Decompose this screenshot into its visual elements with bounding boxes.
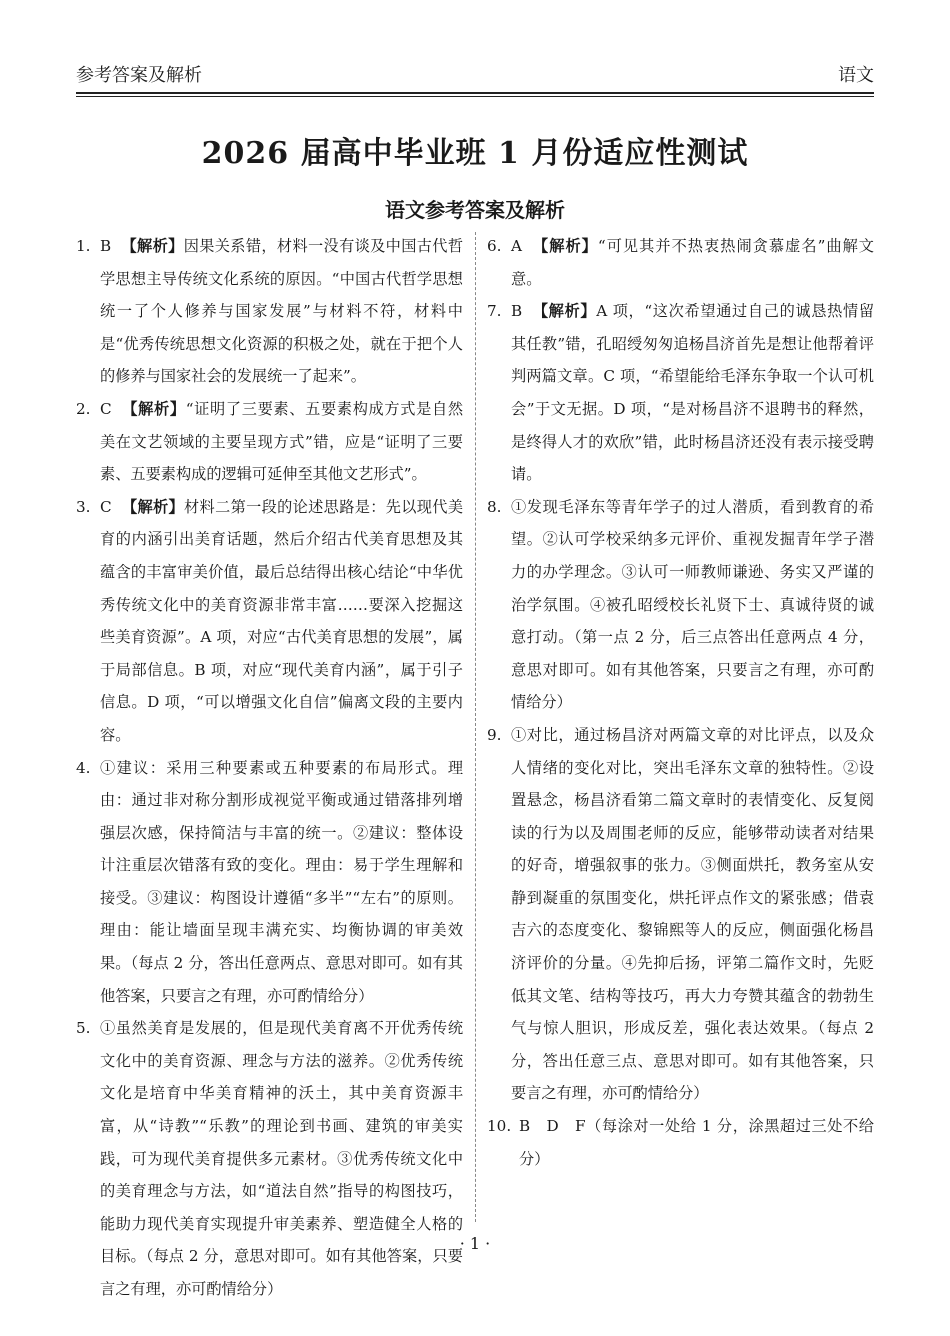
header-rule-thick bbox=[76, 92, 874, 94]
item-answer: B bbox=[511, 302, 523, 321]
item-text: ①对比，通过杨昌济对两篇文章的对比评点，以及众人情绪的变化对比，突出毛泽东文章的独特性。②设置悬念，杨昌济看第二篇文章时的表情变化、反复阅读的行为以及周围老师的反应，能够带动读者对结果的好奇，增强叙事的张力。③侧面烘托，教务室从安静到凝重的氛围变化，烘托评点作文的紧张感；借袁吉六的态度变化、黎锦熙等人的反应，侧面强化杨昌济评价的分量。④先抑后扬，评第二篇作文时，先贬低其文笔、结构等技巧，再大力夸赞其蕴含的勃勃生气与惊人胆识，形成反差，强化表达效果。（每点 2 分，答出任意三点、意思对即可。如有其他答案，只要言之有理，亦可酌情给分） bbox=[511, 725, 874, 1103]
right-column bbox=[487, 230, 874, 1225]
answer-item-3 bbox=[76, 491, 463, 752]
item-number: 4. bbox=[76, 758, 91, 777]
item-text: A 项，“这次希望通过自己的诚恳热情留其任教”错，孔昭绶匆匆追杨昌济首先是想让他帮着评判两篇文章。C 项，“希望能给毛泽东争取一个认可机会”于文无据。D 项，“是对杨昌济不退聘书的释然，是终得人才的欢欣”错，此时杨昌济还没有表示接受聘请。 bbox=[511, 302, 875, 484]
item-number: 10. bbox=[487, 1117, 512, 1136]
item-text: 材料二第一段的论述思路是：先以现代美育的内涵引出美育话题，然后介绍古代美育思想及其蕴含的丰富审美价值，最后总结得出核心结论“中华优秀传统文化中的美育资源非常丰富……要深入挖掘这些美育资源”。A 项，对应“古代美育思想的发展”，属于局部信息。B 项，对应“现代美育内涵”，属于引子信息。D 项，“可以增强文化自信”偏离文段的主要内容。 bbox=[100, 497, 464, 744]
item-number: 3. bbox=[76, 497, 91, 516]
item-number: 5. bbox=[76, 1019, 91, 1038]
answer-item-9 bbox=[487, 719, 874, 1110]
page-subtitle: 语文参考答案及解析 bbox=[385, 198, 565, 222]
item-text: 因果关系错，材料一没有谈及中国古代哲学思想主导传统文化系统的原因。“中国古代哲学思想统一了个人修养与国家发展”与材料不符，材料中是“优秀传统思想文化资源的积极之处，就在于把个人的修养与国家社会的发展统一了起来”。 bbox=[100, 237, 464, 386]
item-answer: A bbox=[511, 237, 522, 255]
left-column bbox=[76, 230, 464, 1298]
jiexi-tag: 【解析】 bbox=[532, 302, 597, 321]
item-number: 7. bbox=[487, 302, 502, 321]
answer-item-7 bbox=[487, 295, 874, 491]
item-text: ①虽然美育是发展的，但是现代美育离不开优秀传统文化中的美育资源、理念与方法的滋养。②优秀传统文化是培育中华美育精神的沃土，其中美育资源丰富，从“诗教”“乐教”的理论到书画、建筑的审美实践，可为现代美育提供多元素材。③优秀传统文化中的美育理念与方法，如“道法自然”指导的构图技巧，能助力现代美育实现提升审美素养、塑造健全人格的目标。（每点 2 分，意思对即可。如有其他答案，只要言之有理，亦可酌情给分） bbox=[100, 1019, 463, 1298]
header-rule-thin bbox=[76, 96, 874, 97]
header-right: 语文 bbox=[838, 65, 874, 86]
item-text: “可见其并不热衷热闹贪慕虚名”曲解文意。 bbox=[511, 237, 874, 288]
item-text: B D F（每涂对一处给 1 分，涂黑超过三处不给分） bbox=[519, 1117, 874, 1168]
item-number: 6. bbox=[487, 237, 502, 255]
item-answer: C bbox=[100, 399, 112, 418]
answer-item-2 bbox=[76, 393, 463, 491]
item-answer: C bbox=[100, 497, 112, 516]
answer-item-8 bbox=[487, 491, 874, 719]
header-left: 参考答案及解析 bbox=[76, 65, 202, 86]
item-text: ①建议：采用三种要素或五种要素的布局形式。理由：通过非对称分割形成视觉平衡或通过错落排列增强层次感，保持简洁与丰富的统一。②建议：整体设计注重层次错落有致的变化。理由：易于学生理解和接受。③建议：构图设计遵循“多半”“左右”的原则。理由：能让墙面呈现丰满充实、均衡协调的审美效果。（每点 2 分，答出任意两点、意思对即可。如有其他答案，只要言之有理，亦可酌情给分） bbox=[100, 758, 463, 1005]
jiexi-tag: 【解析】 bbox=[121, 497, 185, 516]
item-text: “证明了三要素、五要素构成方式是自然美在文艺领域的主要呈现方式”错，应是“证明了三要素、五要素构成的逻辑可延伸至其他文艺形式”。 bbox=[100, 399, 464, 484]
jiexi-tag: 【解析】 bbox=[531, 237, 598, 255]
answer-item-10 bbox=[487, 1110, 874, 1175]
column-divider bbox=[475, 232, 476, 1222]
item-number: 9. bbox=[487, 725, 502, 744]
item-text: ①发现毛泽东等青年学子的过人潜质，看到教育的希望。②认可学校采纳多元评价、重视发掘青年学子潜力的办学理念。③认可一师教师谦逊、务实又严谨的治学氛围。④被孔昭绶校长礼贤下士、真诚待贤的诚意打动。（第一点 2 分，后三点答出任意两点 4 分，意思对即可。如有其他答案，只要言之有理，亦可酌情给分） bbox=[511, 497, 874, 712]
item-number: 8. bbox=[487, 497, 502, 516]
item-number: 1. bbox=[76, 237, 91, 255]
answer-item-1 bbox=[76, 230, 463, 393]
jiexi-tag: 【解析】 bbox=[121, 237, 184, 255]
page-title: 2026 届高中毕业班 1 月份适应性测试 bbox=[201, 136, 749, 171]
item-answer: B bbox=[100, 237, 112, 255]
answer-item-6 bbox=[487, 230, 874, 295]
item-number: 2. bbox=[76, 399, 91, 418]
jiexi-tag: 【解析】 bbox=[121, 399, 186, 418]
page-number: · 1 · bbox=[459, 1234, 491, 1253]
page-header bbox=[76, 58, 874, 90]
answer-item-4 bbox=[76, 752, 463, 1013]
answer-item-5 bbox=[76, 1012, 463, 1305]
